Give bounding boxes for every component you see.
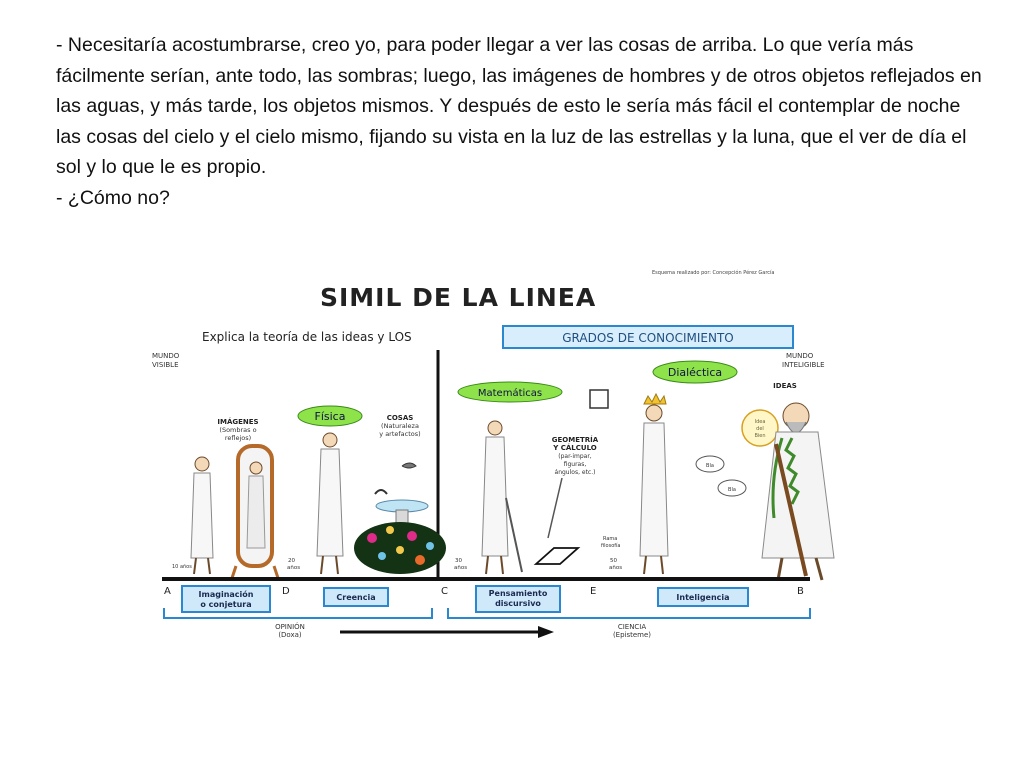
figure-dialectica [640,394,668,574]
slide-text [56,30,986,213]
flower-bush [354,522,446,574]
age-10: 10 años [172,564,192,570]
point-e: E [590,586,597,597]
speech-bubble-2-text: Bla [728,487,736,493]
geometria-label-4: figuras, [563,461,587,468]
point-d: D [282,586,290,597]
box-imaginacion-2: o conjetura [200,600,252,609]
imagenes-label-3: reflejos) [224,434,252,442]
diagram-title: SIMIL DE LA LINEA [320,283,597,312]
mundo-visible-label-1: MUNDO [152,352,180,360]
dialogue-paragraph: - Necesitaría acostumbrarse, creo yo, para poder llegar a ver las cosas de arriba. Lo que vería más fácilmente serían, ante todo, las sombras; luego, las imágenes de hombres y de otros objetos reflejados en las aguas, y más tarde, los objetos mismos. Y después de esto le sería más fácil el contemplar de noche las cosas del cielo y el cielo mismo, fijando su vista en la luz de las estrellas y la luna, que el ver de día el sol y lo que le es propio. [56,34,982,178]
age-50-1: 50 [610,558,617,564]
idea-del-bien-3: Bien [754,433,766,439]
geometria-label-3: (par-impar, [558,453,592,460]
box-creencia-label: Creencia [336,593,376,602]
simil-de-la-linea-diagram [150,268,860,646]
geometria-label-2: Y CÁLCULO [553,444,597,452]
rama-filosofia-1: Rama [603,536,618,542]
diagram-subtitle: Explica la teoría de las ideas y LOS [202,330,412,344]
box-pensamiento-1: Pensamiento [488,589,548,598]
point-b: B [797,586,804,597]
mundo-inteligible-label-1: MUNDO [786,352,814,360]
mundo-inteligible-label-2: INTELIGIBLE [782,361,825,369]
point-a: A [164,586,171,597]
age-20-1: 20 [288,558,295,564]
cosas-label-3: y artefactos) [379,430,421,438]
figure-shadows [191,457,213,574]
figure-pensamiento [482,421,522,574]
ciencia-label-2: (Episteme) [612,631,652,639]
bubble-matematicas-label: Matemáticas [477,388,543,399]
bubble-dialectica-label: Dialéctica [667,366,723,379]
diagram-svg [150,268,860,646]
age-20-2: años [287,565,301,571]
diagram-credit: Esquema realizado por: Concepción Pérez García [652,270,775,276]
ideas-label: IDEAS [773,382,797,390]
point-c: C [441,586,448,597]
geometria-label-1: GEOMETRÍA [551,436,599,444]
box-pensamiento-2: discursivo [495,599,541,608]
age-50-2: años [609,565,623,571]
age-30-2: años [454,565,468,571]
idea-del-bien-1: Idea [754,419,766,425]
bubble-fisica-label: Física [314,410,346,423]
dialogue-reply: - ¿Cómo no? [56,186,170,209]
imagenes-label-2: (Sombras o [219,426,257,434]
imagenes-label-1: IMÁGENES [217,418,259,426]
idea-del-bien-2: del [756,426,764,432]
box-imaginacion-1: Imaginación [198,590,254,599]
cosas-label-2: (Naturaleza [381,422,419,430]
cosas-label-1: COSAS [386,414,414,422]
speech-bubble-1-text: Bla [706,463,714,469]
box-inteligencia-label: Inteligencia [676,593,730,602]
mundo-visible-label-2: VISIBLE [152,361,179,369]
ciencia-label-1: CIENCIA [617,623,647,631]
figure-creencia [317,433,343,574]
pointer-stick [548,478,562,538]
progress-arrow-head [538,626,554,638]
age-30-1: 30 [455,558,462,564]
rhombus-shape [536,548,578,564]
mirror [232,446,278,578]
rama-filosofia-2: filosofía [601,543,621,549]
geometria-label-5: ángulos, etc.) [554,469,596,476]
opinion-label-1: OPINIÓN [275,623,305,631]
grados-box-label: GRADOS DE CONOCIMIENTO [562,331,734,345]
opinion-label-2: (Doxa) [278,631,302,639]
square-shape [590,390,608,408]
